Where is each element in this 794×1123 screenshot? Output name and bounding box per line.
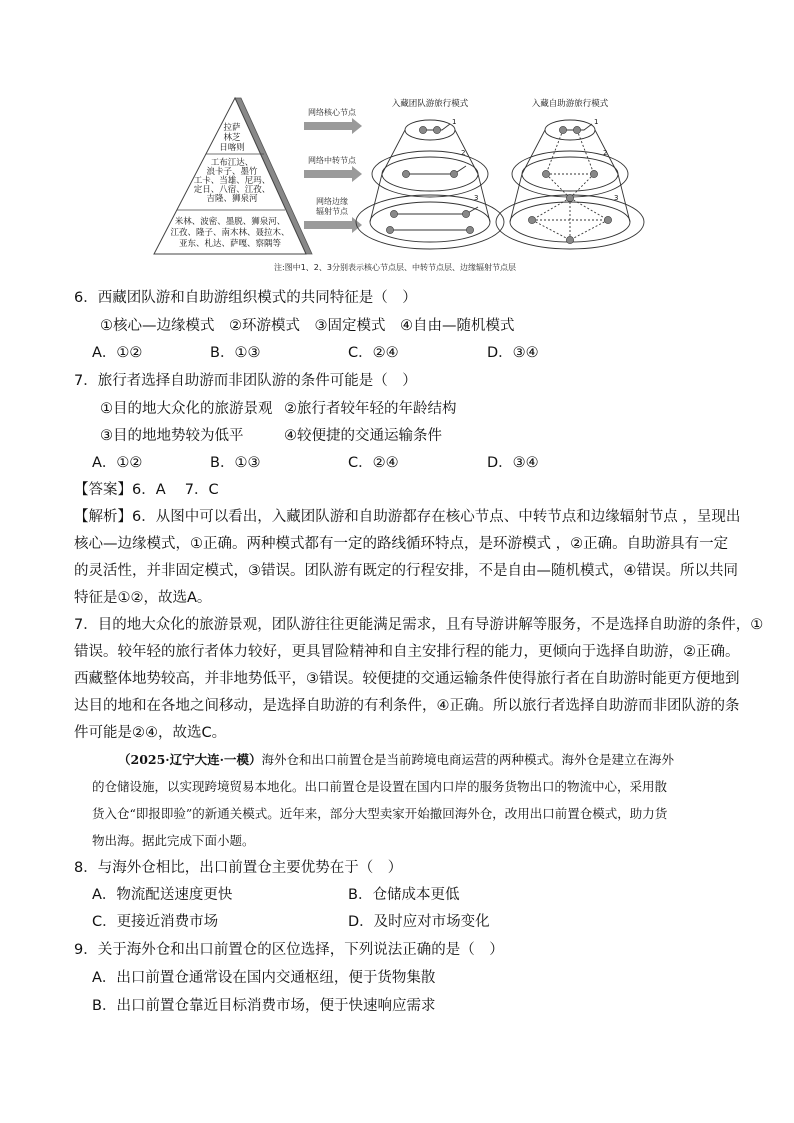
pyramid-tier2-line: 浪卡子、墨竹 (206, 167, 258, 177)
pyramid (154, 98, 312, 254)
analysis-line: 的灵活性，并非固定模式，③错误。团队游有既定的行程安排，不是自由—随机模式，④错误。所以共同 (74, 563, 738, 579)
arrow-transfer-icon (304, 166, 362, 182)
analysis-line: 7．目的地大众化的旅游景观，团队游往往更能满足需求，且有导游讲解等服务，不是选择自助游的条件，① (74, 617, 764, 633)
self-layer-2: 2 (603, 149, 608, 157)
q6-option-d: D．③④ (487, 345, 539, 361)
analysis-line: 错误。较年轻的旅行者体力较好，更具冒险精神和自主安排行程的能力，更倾向于选择自助游，②正确。 (74, 644, 740, 660)
group-tour-model (356, 98, 504, 249)
q7-stem: 7．旅行者选择自助游而非团队游的条件可能是（ ） (74, 373, 417, 389)
analysis-line: 件可能是②④，故选C。 (74, 725, 227, 741)
arrow-label-edge-2: 辐射节点 (316, 207, 348, 216)
group-layer-1: 1 (452, 118, 457, 126)
self-model-title: 入藏自助游旅行模式 (531, 99, 609, 109)
q8-option-a: A．物流配送速度更快 (92, 887, 233, 903)
analysis-line: 西藏整体地势较高，并非地势低平，③错误。较便捷的交通运输条件使得旅行者在自助游时能更方便地到 (74, 671, 740, 687)
q7-item-1: ①目的地大众化的旅游景观 (100, 401, 273, 417)
q8-stem: 8．与海外仓相比，出口前置仓主要优势在于（ ） (74, 860, 403, 876)
pyramid-tier2-line: 吉隆、狮泉河 (206, 194, 258, 204)
self-layer-1: 1 (594, 118, 599, 126)
q7-item-3: ③目的地地势较为低平 (100, 428, 244, 444)
group-layer-2: 2 (461, 149, 466, 157)
q9-option-a: A．出口前置仓通常设在国内交通枢纽，便于货物集散 (92, 970, 436, 986)
analysis-line: 【解析】6．从图中可以看出，入藏团队游和自助游都存在核心节点、中转节点和边缘辐射节点 ，呈现出 (74, 509, 741, 525)
figure-svg (148, 94, 648, 274)
arrow-core-icon (304, 118, 362, 134)
q6-option-b: B．①③ (210, 345, 261, 361)
passage-line-1 (118, 750, 674, 770)
pyramid-tier3-line: 江孜、隆子、南木林、聂拉木、 (170, 228, 290, 238)
q6-items: ①核心—边缘模式 ②环游模式 ③固定模式 ④自由—随机模式 (100, 318, 515, 334)
self-tour-model (496, 98, 644, 249)
q8-option-b: B．仓储成本更低 (348, 887, 460, 903)
passage-text: 海外仓和出口前置仓是当前跨境电商运营的两种模式。海外仓是建立在海外 (261, 752, 675, 767)
analysis-line: 核心—边缘模式，①正确。两种模式都有一定的路线循环特点，是环游模式 ，②正确。自助游具有一定 (74, 536, 729, 552)
passage-source: （2025·辽宁大连·一模） (118, 752, 262, 767)
analysis-line: 特征是①②，故选A。 (74, 590, 212, 606)
node-arrows (304, 107, 362, 233)
pyramid-tier1-line: 拉萨 (223, 123, 241, 133)
self-layer-3: 3 (614, 194, 619, 202)
figure-caption: 注:图中1、2、3分别表示核心节点层、中转节点层、边缘辐射节点层 (274, 263, 516, 272)
q7-option-d: D．③④ (487, 455, 539, 471)
q6-stem: 6．西藏团队游和自助游组织模式的共同特征是（ ） (74, 290, 417, 306)
analysis-line: 达目的地和在各地之间移动，是选择自助游的有利条件，④正确。所以旅行者选择自助游而非团队游的条 (74, 698, 740, 714)
passage-line: 的仓储设施，以实现跨境贸易本地化。出口前置仓是设置在国内口岸的服务货物出口的物流中心，采用散 (92, 779, 668, 794)
pyramid-tier2-line: 定日、八宿、江孜、 (193, 185, 271, 195)
q8-option-d: D．及时应对市场变化 (348, 914, 490, 930)
q7-item-4: ④较便捷的交通运输条件 (284, 428, 442, 444)
q7-item-2: ②旅行者较年轻的年龄结构 (284, 401, 457, 417)
q6-option-c: C．②④ (348, 345, 399, 361)
q7-option-b: B．①③ (210, 455, 261, 471)
arrow-label-edge-1: 网络边缘 (316, 197, 348, 206)
q6-option-a: A．①② (92, 345, 143, 361)
q8-option-c: C．更接近消费市场 (92, 914, 219, 930)
arrow-label-transfer: 网络中转节点 (308, 156, 356, 165)
q7-option-a: A．①② (92, 455, 143, 471)
q9-stem: 9．关于海外仓和出口前置仓的区位选择，下列说法正确的是（ ） (74, 942, 504, 958)
q7-option-c: C．②④ (348, 455, 399, 471)
pyramid-tier2-line: 工布江达、 (210, 158, 254, 168)
pyramid-tier3-line: 米林、波密、墨脱、狮泉河、 (174, 217, 286, 227)
arrow-edge-icon (304, 217, 362, 233)
pyramid-tier1-line: 林芝 (223, 133, 241, 143)
arrow-label-core: 网络核心节点 (308, 108, 356, 117)
group-model-title: 入藏团队游旅行模式 (391, 99, 469, 109)
tourism-model-figure (148, 94, 648, 274)
q9-option-b: B．出口前置仓靠近目标消费市场，便于快速响应需求 (92, 998, 436, 1014)
pyramid-tier2-line: 工卡、当雄、尼玛、 (193, 176, 271, 186)
passage-line: 物出海。据此完成下面小题。 (92, 833, 255, 848)
group-layer-3: 3 (474, 194, 479, 202)
answer-line: 【答案】6．A 7．C (74, 482, 219, 498)
pyramid-tier3-line: 亚东、札达、萨嘎、察隅等 (178, 239, 282, 249)
passage-line: 货入仓“即报即验”的新通关模式。近年来，部分大型卖家开始撤回海外仓，改用出口前置仓模式，助力货 (92, 806, 668, 821)
pyramid-tier1-line: 日喀则 (219, 143, 245, 153)
